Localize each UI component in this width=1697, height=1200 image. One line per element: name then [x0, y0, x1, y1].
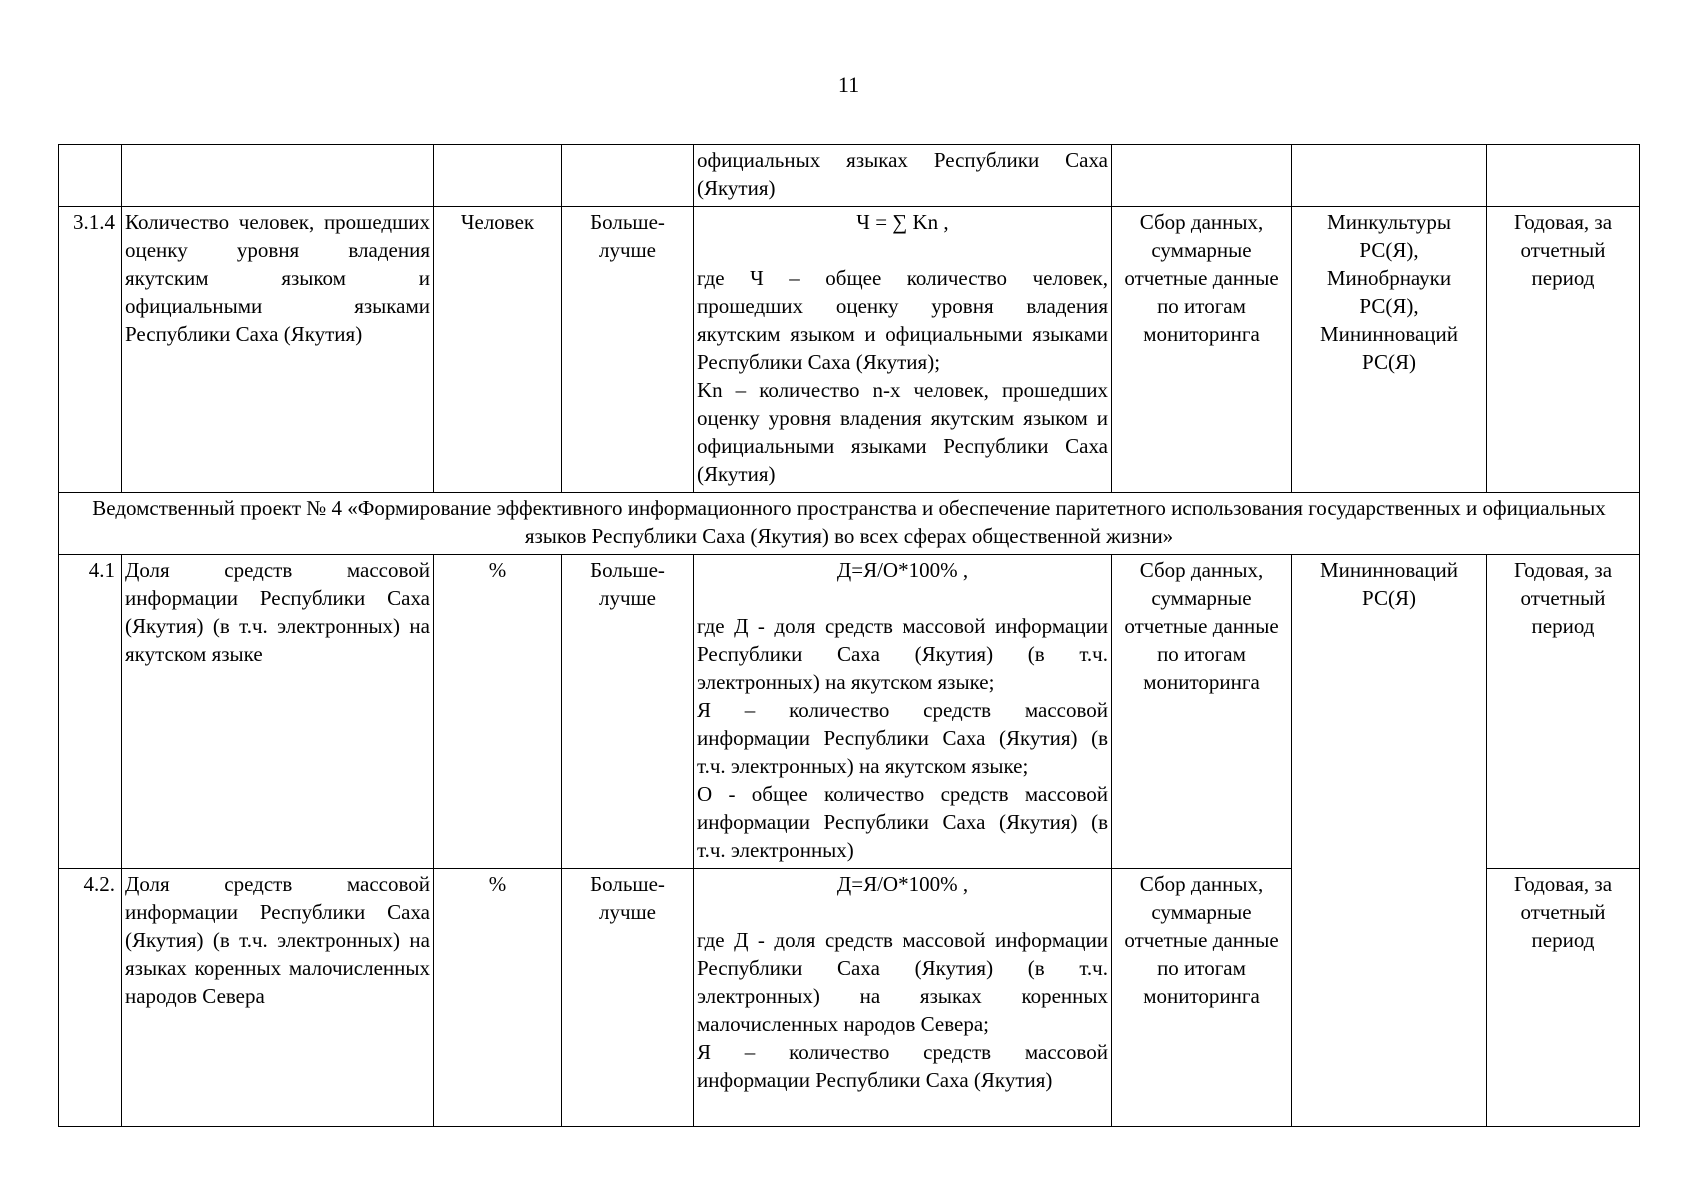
table-row	[59, 555, 1640, 869]
cell-name: Доля средств массовой информации Республики Саха (Якутия) (в т.ч. электронных) на якутском языке	[122, 555, 434, 869]
cell-num: 4.1	[59, 555, 122, 869]
cell-method: Сбор данных, суммарные отчетные данные по итогам мониторинга	[1112, 555, 1292, 869]
cell-responsible: Минкультуры РС(Я), Минобрнауки РС(Я), Мининноваций РС(Я)	[1292, 207, 1487, 493]
cell-period: Годовая, за отчетный период	[1487, 555, 1640, 869]
cell-formula: официальных языках Республики Саха (Якутия)	[694, 145, 1112, 207]
table-row-continuation	[59, 145, 1640, 207]
cell-period	[1487, 145, 1640, 207]
formula-explanation: где Д - доля средств массовой информации Республики Саха (Якутия) (в т.ч. электронных) на якутском языке;	[697, 614, 1108, 694]
formula-explanation: Я – количество средств массовой информации Республики Саха (Якутия) (в т.ч. электронных) на якутском языке;	[697, 698, 1108, 778]
cell-formula	[694, 207, 1112, 493]
formula-explanation: Я – количество средств массовой информации Республики Саха (Якутия)	[697, 1040, 1108, 1092]
cell-num: 3.1.4	[59, 207, 122, 493]
cell-formula	[694, 555, 1112, 869]
cell-period: Годовая, за отчетный период	[1487, 207, 1640, 493]
cell-num: 4.2.	[59, 869, 122, 1127]
formula-explanation: где Д - доля средств массовой информации Республики Саха (Якутия) (в т.ч. электронных) на языках коренных малочисленных народов Севера;	[697, 928, 1108, 1036]
cell-method: Сбор данных, суммарные отчетные данные по итогам мониторинга	[1112, 869, 1292, 1127]
cell-unit: Человек	[434, 207, 562, 493]
formula: Д=Я/О*100% ,	[836, 872, 969, 896]
cell-formula	[694, 869, 1112, 1127]
table-row	[59, 207, 1640, 493]
formula: Ч = ∑ Kn ,	[856, 210, 949, 234]
cell-responsible: Мининноваций РС(Я)	[1292, 555, 1487, 1127]
cell-direction	[562, 145, 694, 207]
indicators-table	[58, 144, 1640, 1127]
section-title: Ведомственный проект № 4 «Формирование эффективного информационного пространства и обеспечение паритетного использования государственных и официальных языков Республики Саха (Якутия) во всех сферах общественной жизни»	[59, 493, 1640, 555]
cell-direction: Больше-лучше	[562, 555, 694, 869]
cell-method: Сбор данных, суммарные отчетные данные по итогам мониторинга	[1112, 207, 1292, 493]
formula-explanation: Kn – количество n-х человек, прошедших оценку уровня владения якутским языком и официальными языками Республики Саха (Якутия)	[697, 378, 1108, 486]
formula-explanation: где Ч – общее количество человек, прошедших оценку уровня владения якутским языком и официальными языками Республики Саха (Якутия);	[697, 266, 1108, 374]
cell-unit: %	[434, 555, 562, 869]
cell-period: Годовая, за отчетный период	[1487, 869, 1640, 1127]
formula-explanation: О - общее количество средств массовой информации Республики Саха (Якутия) (в т.ч. электронных)	[697, 782, 1108, 862]
cell-num	[59, 145, 122, 207]
cell-name	[122, 145, 434, 207]
cell-unit	[434, 145, 562, 207]
cell-direction: Больше-лучше	[562, 207, 694, 493]
formula: Д=Я/О*100% ,	[836, 558, 969, 582]
cell-name: Количество человек, прошедших оценку уровня владения якутским языком и официальными языками Республики Саха (Якутия)	[122, 207, 434, 493]
cell-name: Доля средств массовой информации Республики Саха (Якутия) (в т.ч. электронных) на языках коренных малочисленных народов Севера	[122, 869, 434, 1127]
cell-unit: %	[434, 869, 562, 1127]
cell-method	[1112, 145, 1292, 207]
page-number: 11	[837, 72, 860, 97]
section-row	[59, 493, 1640, 555]
cell-responsible	[1292, 145, 1487, 207]
cell-direction: Больше-лучше	[562, 869, 694, 1127]
